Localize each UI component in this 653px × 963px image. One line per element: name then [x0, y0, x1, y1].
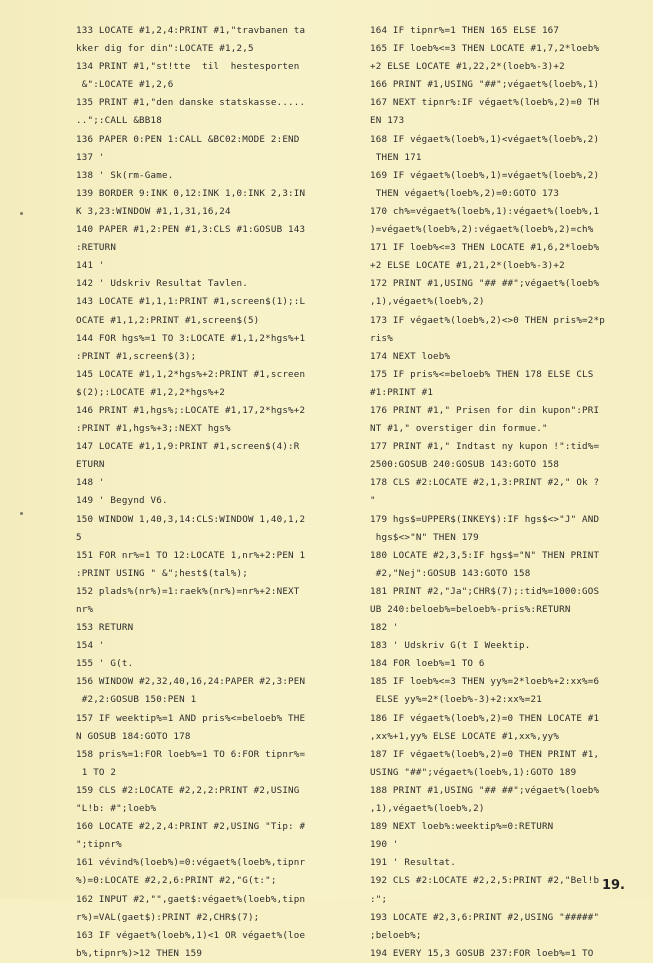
code-line: 133 LOCATE #1,2,4:PRINT #1,"travbanen ta — [76, 25, 306, 36]
left-code-column — [76, 22, 344, 963]
code-line: 175 IF pris%<=beloeb% THEN 178 ELSE CLS — [370, 368, 594, 380]
code-line: 149 ' Begynd V6. — [76, 495, 168, 507]
code-line: 162 INPUT #2,"",gaet$:végaet%(loeb%,tipn — [76, 893, 306, 905]
code-line: K 3,23:WINDOW #1,1,31,16,24 — [76, 205, 231, 217]
code-line: 137 ' — [76, 151, 105, 163]
code-line: 159 CLS #2:LOCATE #2,2,2:PRINT #2,USING — [76, 784, 300, 796]
code-line: 192 CLS #2:LOCATE #2,2,5:PRINT #2,"Bel!b — [370, 875, 600, 887]
code-line: ,xx%+1,yy% ELSE LOCATE #1,xx%,yy% — [370, 730, 560, 742]
code-line: 180 LOCATE #2,3,5:IF hgs$="N" THEN PRINT — [370, 549, 600, 561]
code-line: 164 IF tipnr%=1 THEN 165 ELSE 167 — [370, 25, 560, 36]
code-line: ..";:CALL &BB18 — [76, 115, 162, 127]
code-line: 181 PRINT #2,"Ja";CHR$(7);:tid%=1000:GOS — [370, 585, 600, 597]
code-line: :RETURN — [76, 242, 117, 254]
code-line: 171 IF loeb%<=3 THEN LOCATE #1,6,2*loeb% — [370, 242, 600, 254]
code-line: ELSE yy%=2*(loeb%-3)+2:xx%=21 — [370, 694, 542, 706]
code-line: %)=0:LOCATE #2,2,6:PRINT #2,"G(t:"; — [76, 875, 277, 887]
code-line: :PRINT #1,screen$(3); — [76, 350, 197, 362]
code-line: 148 ' — [76, 477, 105, 489]
code-line: 143 LOCATE #1,1,1:PRINT #1,screen$(1);:L — [76, 296, 306, 308]
code-line: EN 173 — [370, 115, 405, 127]
code-line: 144 FOR hgs%=1 TO 3:LOCATE #1,1,2*hgs%+1 — [76, 332, 306, 344]
code-line: THEN végaet%(loeb%,2)=0:GOTO 173 — [370, 187, 560, 199]
code-line: 186 IF végaet%(loeb%,2)=0 THEN LOCATE #1 — [370, 712, 600, 724]
code-line: +2 ELSE LOCATE #1,22,2*(loeb%-3)+2 — [370, 61, 565, 73]
code-line: 152 plads%(nr%)=1:raek%(nr%)=nr%+2:NEXT — [76, 585, 300, 597]
code-line: kker dig for din":LOCATE #1,2,5 — [76, 43, 254, 55]
code-line: 146 PRINT #1,hgs%;:LOCATE #1,17,2*hgs%+2 — [76, 404, 306, 416]
code-line: 163 IF végaet%(loeb%,1)<1 OR végaet%(loe — [76, 929, 306, 941]
code-line: 140 PAPER #1,2:PEN #1,3:CLS #1:GOSUB 143 — [76, 224, 306, 236]
code-line: 154 ' — [76, 640, 105, 652]
code-line: )=végaet%(loeb%,2):végaet%(loeb%,2)=ch% — [370, 224, 594, 236]
code-line: 185 IF loeb%<=3 THEN yy%=2*loeb%+2:xx%=6 — [370, 676, 600, 688]
code-line: 176 PRINT #1," Prisen for din kupon":PRI — [370, 404, 600, 416]
code-line: 183 ' Udskriv G(t I Weektip. — [370, 640, 531, 652]
margin-dot — [20, 512, 23, 515]
code-line: UB 240:beloeb%=beloeb%-pris%:RETURN — [370, 604, 571, 615]
right-code-column — [370, 22, 632, 963]
code-line: #2,2:GOSUB 150:PEN 1 — [76, 694, 197, 706]
code-line: #1:PRINT #1 — [370, 386, 434, 398]
code-line: 178 CLS #2:LOCATE #2,1,3:PRINT #2," Ok ? — [370, 477, 600, 489]
code-line: ris% — [370, 332, 393, 344]
code-line: 150 WINDOW 1,40,3,14:CLS:WINDOW 1,40,1,2 — [76, 513, 306, 525]
code-line: 193 LOCATE #2,3,6:PRINT #2,USING "#####" — [370, 911, 600, 923]
code-line: 1 TO 2 — [76, 766, 117, 778]
code-line: nr% — [76, 604, 94, 615]
code-line: 182 ' — [370, 622, 399, 634]
code-line: &":LOCATE #1,2,6 — [76, 79, 174, 91]
code-line: N GOSUB 184:GOTO 178 — [76, 730, 191, 742]
code-line: 147 LOCATE #1,1,9:PRINT #1,screen$(4):R — [76, 441, 300, 453]
code-line: r%)=VAL(gaet$):PRINT #2,CHR$(7); — [76, 911, 260, 923]
code-line: 139 BORDER 9:INK 0,12:INK 1,0:INK 2,3:IN — [76, 187, 306, 199]
code-line: :"; — [370, 893, 388, 905]
code-line: "L!b: #";loeb% — [76, 803, 157, 815]
code-line: 188 PRINT #1,USING "## ##";végaet%(loeb% — [370, 784, 600, 796]
code-line: 170 ch%=végaet%(loeb%,1):végaet%(loeb%,1 — [370, 205, 600, 217]
code-line: ,1),végaet%(loeb%,2) — [370, 296, 485, 308]
code-line: 189 NEXT loeb%:weektip%=0:RETURN — [370, 821, 554, 833]
page-number: 19. — [601, 878, 625, 893]
code-line: :PRINT USING " &";hest$(tal%); — [76, 567, 248, 579]
code-line: THEN 171 — [370, 151, 422, 163]
code-line: 5 — [76, 531, 82, 543]
code-line: OCATE #1,1,2:PRINT #1,screen$(5) — [76, 314, 260, 326]
code-line: 135 PRINT #1,"den danske statskasse..... — [76, 97, 306, 109]
code-line: 187 IF végaet%(loeb%,2)=0 THEN PRINT #1, — [370, 748, 600, 760]
code-line: $(2);:LOCATE #1,2,2*hgs%+2 — [76, 386, 226, 398]
code-line: 160 LOCATE #2,2,4:PRINT #2,USING "Tip: # — [76, 821, 306, 833]
code-line: 169 IF végaet%(loeb%,1)=végaet%(loeb%,2) — [370, 169, 600, 181]
code-line: USING "##";végaet%(loeb%,1):GOTO 189 — [370, 766, 577, 778]
code-line: 138 ' Sk(rm-Game. — [76, 169, 174, 181]
code-line: 158 pris%=1:FOR loeb%=1 TO 6:FOR tipnr%= — [76, 748, 306, 760]
code-line: 134 PRINT #1,"st!tte til hestesporten — [76, 61, 300, 73]
code-line: 153 RETURN — [76, 622, 134, 634]
code-line: 184 FOR loeb%=1 TO 6 — [370, 658, 485, 670]
code-line: #2,"Nej":GOSUB 143:GOTO 158 — [370, 567, 531, 579]
code-line: 161 vévind%(loeb%)=0:végaet%(loeb%,tipnr — [76, 857, 306, 869]
code-line: ;beloeb%; — [370, 929, 422, 941]
code-line: 142 ' Udskriv Resultat Tavlen. — [76, 278, 248, 290]
code-line: 167 NEXT tipnr%:IF végaet%(loeb%,2)=0 TH — [370, 97, 600, 109]
code-line: 177 PRINT #1," Indtast ny kupon !":tid%= — [370, 441, 600, 453]
code-line: ,1),végaet%(loeb%,2) — [370, 803, 485, 815]
code-line: 168 IF végaet%(loeb%,1)<végaet%(loeb%,2) — [370, 133, 600, 145]
code-line: 145 LOCATE #1,1,2*hgs%+2:PRINT #1,screen — [76, 368, 306, 380]
code-line: hgs$<>"N" THEN 179 — [370, 531, 479, 543]
code-line: 173 IF végaet%(loeb%,2)<>0 THEN pris%=2*p — [370, 314, 605, 326]
code-line: 165 IF loeb%<=3 THEN LOCATE #1,7,2*loeb% — [370, 43, 600, 55]
code-line: ETURN — [76, 459, 105, 471]
code-line: :PRINT #1,hgs%+3;:NEXT hgs% — [76, 423, 231, 435]
code-line: 156 WINDOW #2,32,40,16,24:PAPER #2,3:PEN — [76, 676, 306, 688]
code-line: 172 PRINT #1,USING "## ##";végaet%(loeb% — [370, 278, 600, 290]
code-line: 157 IF weektip%=1 AND pris%<=beloeb% THE — [76, 712, 306, 724]
code-line: 151 FOR nr%=1 TO 12:LOCATE 1,nr%+2:PEN 1 — [76, 549, 306, 561]
code-line: 194 EVERY 15,3 GOSUB 237:FOR loeb%=1 TO — [370, 947, 594, 959]
code-line: NT #1," overstiger din formue." — [370, 423, 548, 435]
code-line: 179 hgs$=UPPER$(INKEY$):IF hgs$<>"J" AND — [370, 513, 600, 525]
code-line: 166 PRINT #1,USING "##";végaet%(loeb%,1) — [370, 79, 600, 91]
code-line: 190 ' — [370, 839, 399, 851]
code-line: b%,tipnr%)>12 THEN 159 — [76, 947, 203, 959]
code-line: ";tipnr% — [76, 839, 122, 851]
code-line: 2500:GOSUB 240:GOSUB 143:GOTO 158 — [370, 459, 560, 471]
code-line: +2 ELSE LOCATE #1,21,2*(loeb%-3)+2 — [370, 260, 565, 272]
code-line: 191 ' Resultat. — [370, 857, 456, 869]
code-line: 174 NEXT loeb% — [370, 350, 451, 362]
code-line: 155 ' G(t. — [76, 658, 134, 670]
code-line: 136 PAPER 0:PEN 1:CALL &BC02:MODE 2:END — [76, 133, 300, 145]
code-line: 141 ' — [76, 260, 105, 272]
code-line: " — [370, 495, 376, 507]
margin-dot — [20, 212, 23, 215]
